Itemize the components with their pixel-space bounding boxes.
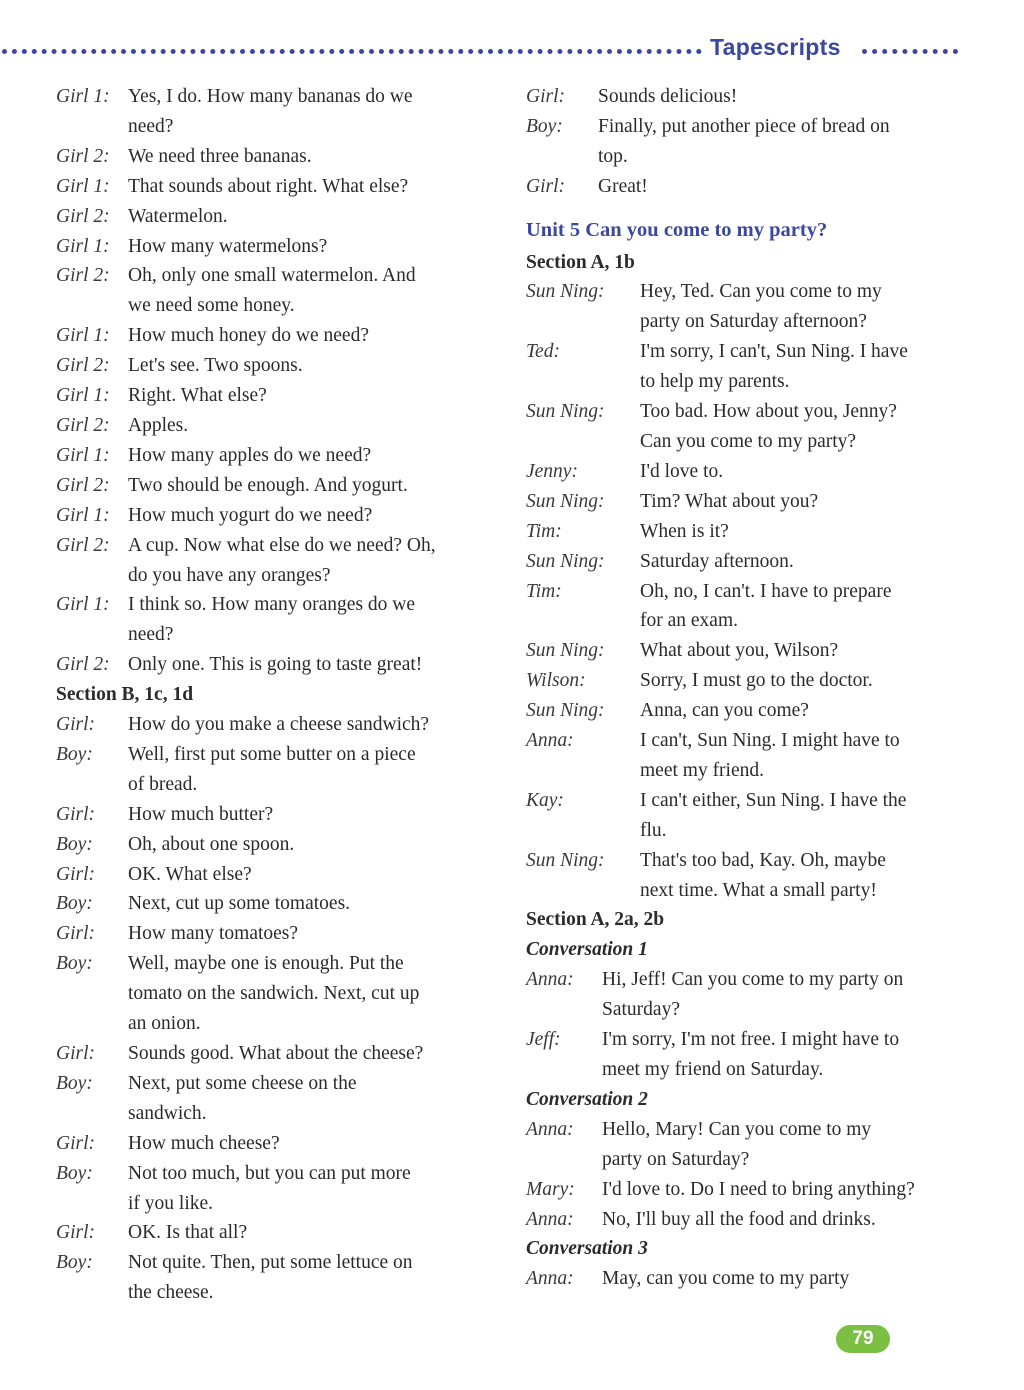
conversation-heading: Conversation 3: [526, 1238, 648, 1260]
speaker-label: Girl:: [56, 803, 95, 825]
header-title: Tapescripts: [710, 34, 841, 60]
dialogue-text: I can't, Sun Ning. I might have to: [640, 730, 900, 752]
speaker-label: [56, 291, 128, 321]
dialogue-text: Let's see. Two spoons.: [128, 355, 303, 377]
dialogue-line: [526, 112, 966, 142]
dialogue-text: That sounds about right. What else?: [128, 175, 409, 197]
dialogue-line: [56, 261, 496, 291]
speaker-label: Girl 1:: [56, 594, 110, 616]
speaker-label: [526, 367, 640, 397]
dialogue-text: Saturday?: [602, 999, 680, 1021]
dialogue-line: [526, 786, 966, 816]
dialogue-text: Saturday afternoon.: [640, 550, 794, 572]
speaker-label: [56, 770, 128, 800]
speaker-label: Girl 2:: [56, 534, 110, 556]
speaker-label: [56, 561, 128, 591]
dotted-rule-left: [2, 49, 702, 54]
dialogue-text: Apples.: [128, 414, 189, 436]
dialogue-text: the cheese.: [128, 1282, 214, 1304]
dialogue-text: I'm sorry, I can't, Sun Ning. I have: [640, 341, 908, 363]
dialogue-text: Two should be enough. And yogurt.: [128, 474, 408, 496]
dialogue-line: [56, 770, 496, 800]
speaker-label: Anna:: [526, 1208, 574, 1230]
dialogue-text: for an exam.: [640, 610, 738, 632]
dialogue-text: Well, first put some butter on a piece: [128, 743, 416, 765]
dialogue-line: [526, 277, 966, 307]
speaker-label: Boy:: [56, 1162, 93, 1184]
dialogue-line: [526, 367, 966, 397]
speaker-label: Girl 2:: [56, 414, 110, 436]
conversation-heading: Conversation 1: [526, 939, 648, 961]
dialogue-text: How much yogurt do we need?: [128, 504, 373, 526]
dialogue-text: to help my parents.: [640, 371, 790, 393]
speaker-label: Boy:: [56, 833, 93, 855]
dialogue-line: [526, 1145, 966, 1175]
dialogue-line: [56, 411, 496, 441]
right-column: [526, 82, 966, 1294]
speaker-label: Girl:: [526, 86, 565, 107]
dialogue-text: OK. Is that all?: [128, 1222, 248, 1244]
speaker-label: Girl 1:: [56, 86, 110, 107]
dialogue-text: meet my friend.: [640, 759, 764, 781]
speaker-label: Girl 2:: [56, 654, 110, 676]
dialogue-line: [56, 800, 496, 830]
dialogue-line: [56, 860, 496, 890]
speaker-label: Mary:: [526, 1178, 575, 1200]
dialogue-text: sandwich.: [128, 1102, 207, 1124]
dialogue-line: [526, 337, 966, 367]
dialogue-text: How many apples do we need?: [128, 444, 372, 466]
speaker-label: Girl 1:: [56, 175, 110, 197]
speaker-label: Sun Ning:: [526, 490, 605, 512]
dialogue-line: [56, 1129, 496, 1159]
dialogue-line: [526, 726, 966, 756]
dialogue-line: [56, 949, 496, 979]
dialogue-text: next time. What a small party!: [640, 879, 877, 901]
speaker-label: Sun Ning:: [526, 281, 605, 303]
dialogue-line: [56, 1009, 496, 1039]
speaker-label: Girl 2:: [56, 474, 110, 496]
dialogue-text: Great!: [598, 175, 648, 197]
dialogue-line: [56, 620, 496, 650]
dialogue-line: [56, 1039, 496, 1069]
speaker-label: Sun Ning:: [526, 550, 605, 572]
speaker-label: [56, 1278, 128, 1308]
dialogue-text: Oh, no, I can't. I have to prepare: [640, 580, 892, 602]
dialogue-text: Can you come to my party?: [640, 430, 857, 452]
speaker-label: [526, 876, 640, 906]
speaker-label: Girl 1:: [56, 444, 110, 466]
dialogue-line: [526, 427, 966, 457]
dialogue-line: [526, 636, 966, 666]
dialogue-line: [56, 1218, 496, 1248]
dialogue-text: How much cheese?: [128, 1132, 280, 1154]
dialogue-text: do you have any oranges?: [128, 564, 331, 586]
dialogue-line: [56, 1278, 496, 1308]
speaker-label: Ted:: [526, 341, 560, 363]
dialogue-line: [526, 1025, 966, 1055]
dialogue-text: Oh, only one small watermelon. And: [128, 265, 416, 287]
dialogue-line: [56, 1069, 496, 1099]
speaker-label: Girl 1:: [56, 325, 110, 347]
dialogue-line: [56, 471, 496, 501]
dialogue-text: top.: [598, 145, 628, 167]
dialogue-text: May, can you come to my party: [602, 1268, 850, 1290]
dialogue-text: Well, maybe one is enough. Put the: [128, 953, 404, 975]
dialogue-line: [56, 1248, 496, 1278]
dialogue-text: Hey, Ted. Can you come to my: [640, 281, 882, 303]
dialogue-text: How many watermelons?: [128, 235, 328, 257]
dialogue-line: [56, 82, 496, 112]
speaker-label: Wilson:: [526, 670, 586, 692]
dialogue-line: [526, 876, 966, 906]
speaker-label: [526, 307, 640, 337]
speaker-label: Boy:: [56, 953, 93, 975]
dialogue-line: [56, 291, 496, 321]
dialogue-line: [526, 995, 966, 1025]
dialogue-text: Yes, I do. How many bananas do we: [128, 86, 413, 107]
speaker-label: Girl 1:: [56, 385, 110, 407]
dialogue-text: Sounds good. What about the cheese?: [128, 1043, 424, 1064]
dialogue-text: Right. What else?: [128, 385, 267, 407]
left-column: [56, 82, 496, 1308]
dialogue-line: [526, 1205, 966, 1235]
dialogue-line: [56, 232, 496, 262]
dialogue-line: [56, 979, 496, 1009]
dialogue-line: [56, 1099, 496, 1129]
speaker-label: Boy:: [56, 893, 93, 915]
speaker-label: [526, 1145, 602, 1175]
speaker-label: [526, 995, 602, 1025]
speaker-label: Sun Ning:: [526, 849, 605, 871]
section-heading: Section A, 2a, 2b: [526, 909, 665, 931]
dialogue-line: [56, 740, 496, 770]
dialogue-line: [526, 172, 966, 202]
dialogue-line: [526, 397, 966, 427]
dialogue-line: [56, 202, 496, 232]
dialogue-text: party on Saturday?: [602, 1148, 750, 1170]
dialogue-text: Finally, put another piece of bread on: [598, 115, 890, 137]
speaker-label: Girl 2:: [56, 265, 110, 287]
page-number: 79: [852, 1328, 874, 1349]
dialogue-text: party on Saturday afternoon?: [640, 311, 867, 333]
speaker-label: Boy:: [56, 743, 93, 765]
dialogue-line: [526, 1264, 966, 1294]
speaker-label: Boy:: [56, 1072, 93, 1094]
speaker-label: Girl:: [56, 1132, 95, 1154]
dialogue-text: I'd love to. Do I need to bring anything?: [602, 1178, 915, 1200]
speaker-label: [526, 816, 640, 846]
page-header: [0, 30, 960, 70]
speaker-label: [56, 1009, 128, 1039]
dialogue-line: [56, 650, 496, 680]
dialogue-line: [56, 172, 496, 202]
speaker-label: Jeff:: [526, 1029, 561, 1051]
dialogue-text: an onion.: [128, 1013, 201, 1035]
dialogue-text: Watermelon.: [128, 205, 228, 227]
dialogue-text: Sorry, I must go to the doctor.: [640, 670, 873, 692]
dialogue-text: A cup. Now what else do we need? Oh,: [128, 534, 436, 556]
speaker-label: Kay:: [526, 789, 564, 811]
speaker-label: [56, 1099, 128, 1129]
speaker-label: Girl:: [56, 863, 95, 885]
speaker-label: [526, 1055, 602, 1085]
dialogue-line: [526, 487, 966, 517]
dialogue-text: of bread.: [128, 773, 198, 795]
dialogue-text: How much butter?: [128, 803, 274, 825]
dialogue-line: [56, 710, 496, 740]
dialogue-text: How do you make a cheese sandwich?: [128, 714, 430, 736]
speaker-label: Girl 1:: [56, 504, 110, 526]
speaker-label: Boy:: [56, 1252, 93, 1274]
dialogue-text: We need three bananas.: [128, 145, 312, 167]
speaker-label: Anna:: [526, 730, 574, 752]
dialogue-text: if you like.: [128, 1192, 214, 1214]
speaker-label: [56, 979, 128, 1009]
dialogue-text: How much honey do we need?: [128, 325, 369, 347]
speaker-label: Jenny:: [526, 460, 578, 482]
speaker-label: Girl 2:: [56, 205, 110, 227]
dialogue-line: [56, 321, 496, 351]
dialogue-text: Tim? What about you?: [640, 490, 819, 512]
speaker-label: Tim:: [526, 580, 562, 602]
dialogue-line: [526, 1115, 966, 1145]
dialogue-line: [56, 830, 496, 860]
dialogue-line: [526, 606, 966, 636]
speaker-label: [56, 112, 128, 142]
dialogue-text: tomato on the sandwich. Next, cut up: [128, 983, 420, 1005]
dialogue-line: [526, 142, 966, 172]
speaker-label: Anna:: [526, 1268, 574, 1290]
speaker-label: [526, 606, 640, 636]
speaker-label: Girl:: [56, 1043, 95, 1064]
dialogue-text: How many tomatoes?: [128, 923, 299, 945]
dialogue-text: Hello, Mary! Can you come to my: [602, 1118, 872, 1140]
speaker-label: Boy:: [526, 115, 563, 137]
dialogue-text: Sounds delicious!: [598, 86, 738, 107]
dialogue-line: [56, 531, 496, 561]
dialogue-line: [526, 547, 966, 577]
speaker-label: Girl:: [56, 714, 95, 736]
dialogue-line: [526, 307, 966, 337]
speaker-label: Sun Ning:: [526, 700, 605, 722]
speaker-label: [56, 1189, 128, 1219]
speaker-label: Girl 2:: [56, 355, 110, 377]
speaker-label: Sun Ning:: [526, 401, 605, 423]
dialogue-line: [56, 590, 496, 620]
dialogue-line: [526, 816, 966, 846]
dialogue-text: need?: [128, 624, 174, 646]
dialogue-text: Next, cut up some tomatoes.: [128, 893, 351, 915]
speaker-label: Sun Ning:: [526, 640, 605, 662]
dialogue-line: [56, 919, 496, 949]
dialogue-line: [526, 696, 966, 726]
speaker-label: Girl:: [526, 175, 565, 197]
dialogue-line: [56, 112, 496, 142]
dialogue-line: [526, 82, 966, 112]
section-heading: Section B, 1c, 1d: [56, 684, 194, 706]
dialogue-text: Hi, Jeff! Can you come to my party on: [602, 969, 904, 991]
speaker-label: [526, 427, 640, 457]
dialogue-line: [526, 846, 966, 876]
dialogue-text: I think so. How many oranges do we: [128, 594, 416, 616]
dialogue-text: OK. What else?: [128, 863, 252, 885]
dialogue-text: When is it?: [640, 520, 729, 542]
dialogue-line: [56, 351, 496, 381]
speaker-label: Girl:: [56, 923, 95, 945]
dialogue-line: [56, 142, 496, 172]
speaker-label: Girl 1:: [56, 235, 110, 257]
dialogue-line: [56, 441, 496, 471]
dialogue-line: [56, 381, 496, 411]
dialogue-text: flu.: [640, 819, 667, 841]
dialogue-text: meet my friend on Saturday.: [602, 1059, 824, 1080]
dialogue-text: What about you, Wilson?: [640, 640, 839, 662]
speaker-label: [526, 142, 598, 172]
dialogue-line: [526, 1055, 966, 1085]
dialogue-text: Too bad. How about you, Jenny?: [640, 401, 897, 423]
dialogue-text: I'm sorry, I'm not free. I might have to: [602, 1029, 900, 1051]
dialogue-text: No, I'll buy all the food and drinks.: [602, 1208, 876, 1230]
dialogue-line: [526, 1175, 966, 1205]
dialogue-text: Anna, can you come?: [640, 700, 809, 722]
dialogue-text: I'd love to.: [640, 460, 724, 482]
conversation-heading: Conversation 2: [526, 1088, 648, 1110]
speaker-label: Girl 2:: [56, 145, 110, 167]
dialogue-text: That's too bad, Kay. Oh, maybe: [640, 849, 886, 871]
page-number-badge: [836, 1325, 890, 1353]
dialogue-text: need?: [128, 115, 174, 137]
dialogue-line: [56, 501, 496, 531]
dialogue-line: [526, 965, 966, 995]
unit-heading: Unit 5 Can you come to my party?: [526, 218, 828, 241]
dialogue-text: I can't either, Sun Ning. I have the: [640, 789, 907, 811]
dialogue-line: [526, 457, 966, 487]
dialogue-line: [56, 1159, 496, 1189]
dotted-rule-right: [862, 49, 958, 54]
dialogue-text: Not too much, but you can put more: [128, 1162, 411, 1184]
dialogue-line: [526, 666, 966, 696]
dialogue-line: [56, 561, 496, 591]
section-heading: Section A, 1b: [526, 251, 635, 273]
dialogue-text: Not quite. Then, put some lettuce on: [128, 1252, 413, 1274]
dialogue-line: [526, 517, 966, 547]
speaker-label: Tim:: [526, 520, 562, 542]
speaker-label: Anna:: [526, 1118, 574, 1140]
speaker-label: Girl:: [56, 1222, 95, 1244]
speaker-label: [56, 620, 128, 650]
speaker-label: [526, 756, 640, 786]
dialogue-text: we need some honey.: [128, 295, 295, 317]
dialogue-text: Oh, about one spoon.: [128, 833, 295, 855]
dialogue-text: Only one. This is going to taste great!: [128, 654, 423, 676]
dialogue-line: [526, 756, 966, 786]
dialogue-line: [526, 577, 966, 607]
dialogue-text: Next, put some cheese on the: [128, 1072, 357, 1094]
speaker-label: Anna:: [526, 969, 574, 991]
dialogue-line: [56, 889, 496, 919]
dialogue-line: [56, 1189, 496, 1219]
